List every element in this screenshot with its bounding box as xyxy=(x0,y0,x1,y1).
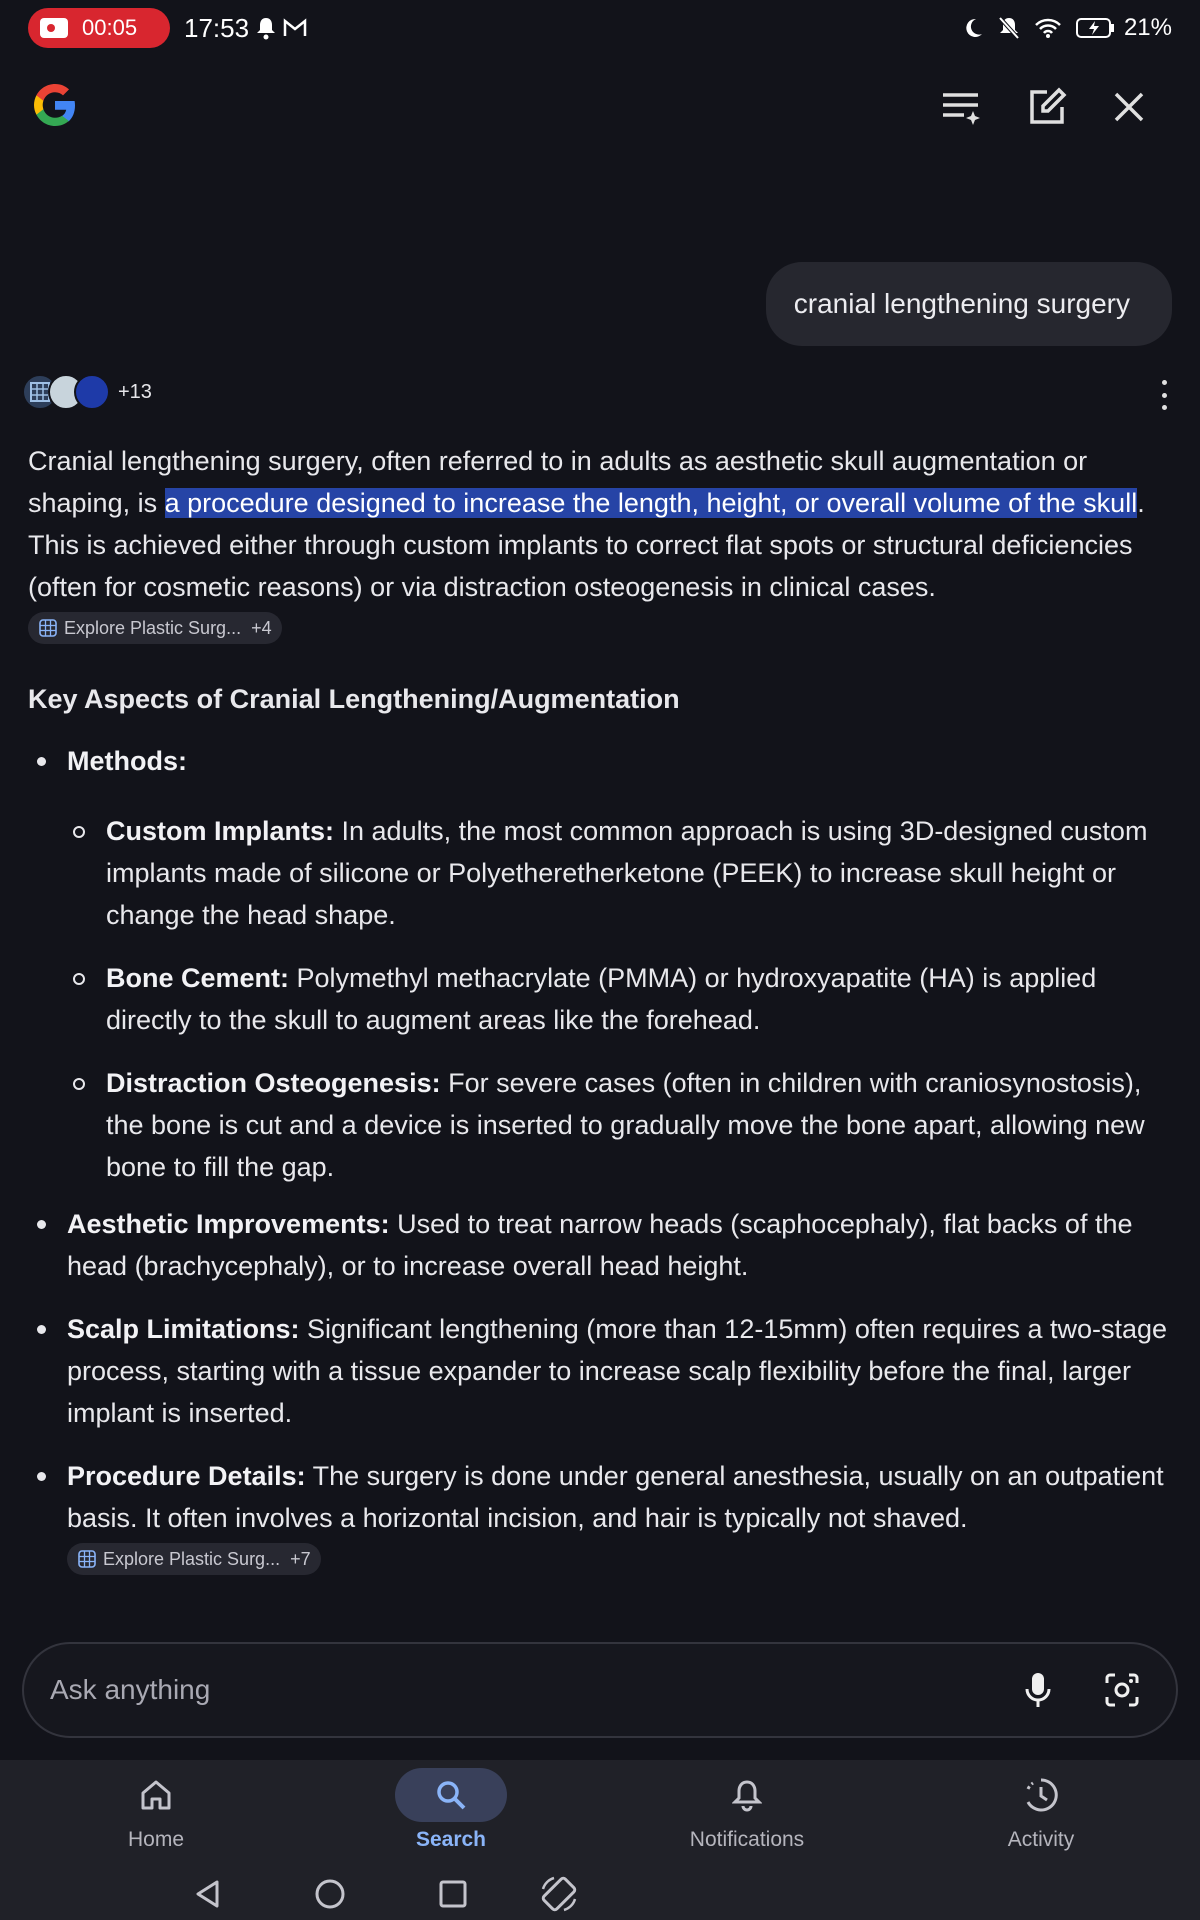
ask-input[interactable] xyxy=(50,1674,982,1706)
clock: 17:53 xyxy=(184,12,250,43)
home-circle-icon xyxy=(314,1878,346,1910)
aspects-list xyxy=(28,740,1178,1581)
rotate-screen-icon xyxy=(540,1875,578,1913)
nav-activity[interactable]: Activity xyxy=(941,1768,1141,1852)
bell-icon xyxy=(691,1768,803,1822)
rotate-button[interactable] xyxy=(537,1872,581,1916)
globe-grid-icon xyxy=(38,618,58,638)
history-button[interactable] xyxy=(934,80,988,134)
section-title: Key Aspects of Cranial Lengthening/Augmentation xyxy=(28,684,680,714)
globe-grid-icon xyxy=(77,1549,97,1569)
recents-square-icon xyxy=(438,1879,468,1909)
battery-percent: 21% xyxy=(1123,14,1172,41)
user-query-bubble xyxy=(766,262,1172,346)
header xyxy=(0,70,1200,140)
sources-count: +13 xyxy=(118,380,152,403)
wifi-icon xyxy=(1034,17,1062,39)
lens-button[interactable] xyxy=(1094,1662,1150,1718)
answer-intro: Cranial lengthening surgery, often referred to in adults as aesthetic skull augmentation or shaping, is a procedure designed to increase the length, height, or overall volume of the skull. This is achieved either through custom implants to correct flat spots or structural deficiencies (often for cosmetic reasons) or via distraction osteogenesis in clinical cases. Explore Plastic Surg... +4 xyxy=(28,440,1178,650)
list-item: Procedure Details: The surgery is done under general anesthesia, usually on an outpatient basis. It often involves a horizontal incision, and hair is typically not shaved. Explore Plastic Surg... +7 xyxy=(28,1455,1178,1581)
voice-search-button[interactable] xyxy=(1010,1662,1066,1718)
do-not-disturb-moon-icon xyxy=(962,17,984,39)
close-icon xyxy=(1112,90,1146,124)
source-chip[interactable]: Explore Plastic Surg... +7 xyxy=(67,1543,321,1575)
edit-icon xyxy=(1027,87,1067,127)
close-button[interactable] xyxy=(1102,80,1156,134)
list-item: Bone Cement: Polymethyl methacrylate (PMMA) or hydroxyapatite (HA) is applied directly to the skull to augment areas like the forehead. xyxy=(67,957,1178,1041)
more-options-button[interactable] xyxy=(1154,380,1174,410)
activity-history-icon xyxy=(985,1768,1097,1822)
screen-record-indicator[interactable] xyxy=(28,8,170,48)
bottom-navigation xyxy=(0,1760,1200,1920)
search-icon xyxy=(395,1768,507,1822)
ask-bar xyxy=(22,1642,1178,1738)
nav-notifications[interactable]: Notifications xyxy=(647,1768,847,1852)
back-button[interactable] xyxy=(186,1872,230,1916)
new-chat-button[interactable] xyxy=(1020,80,1074,134)
ai-answer xyxy=(28,440,1178,1602)
google-logo-icon[interactable] xyxy=(28,78,82,132)
list-item: Custom Implants: In adults, the most common approach is using 3D-designed custom implants made of silicone or Polyetheretherketone (PEEK) to increase skull height or change the head shape. xyxy=(67,810,1178,936)
user-query-text: cranial lengthening surgery xyxy=(793,288,1130,319)
camera-lens-icon xyxy=(1104,1672,1140,1708)
back-triangle-icon xyxy=(193,1879,223,1909)
notification-bell-icon xyxy=(255,16,277,40)
battery-icon xyxy=(1076,17,1116,39)
list-item: Methods: Custom Implants: In adults, the most common approach is using 3D-designed custom implants made of silicone or Polyetheretherketone (PEEK) to increase skull height or change the head shape. Bone Cement: Polymethyl methacrylate (PMMA) or hydroxyapatite (HA) is applied directly to the skull to augment areas like the forehead. Distraction Osteogenesis: For severe cases (often in children with craniosynostosis), the bone is cut and a device is inserted to gradually move the bone apart, allowing new bone to fill the gap. xyxy=(28,740,1178,1188)
home-system-button[interactable] xyxy=(308,1872,352,1916)
gmail-icon xyxy=(283,18,307,38)
record-camera-icon xyxy=(40,18,68,38)
methods-list xyxy=(67,810,1178,1188)
microphone-icon xyxy=(1024,1671,1052,1709)
source-avatar-logo-icon xyxy=(74,374,110,410)
more-vert-icon xyxy=(1162,380,1167,385)
list-item: Scalp Limitations: Significant lengthening (more than 12-15mm) often requires a two-stage process, starting with a tissue expander to increase scalp flexibility before the final, larger implant is inserted. xyxy=(28,1308,1178,1434)
list-item: Distraction Osteogenesis: For severe cases (often in children with craniosynostosis), the bone is cut and a device is inserted to gradually move the bone apart, allowing new bone to fill the gap. xyxy=(67,1062,1178,1188)
source-chip[interactable]: Explore Plastic Surg... +4 xyxy=(28,612,282,644)
home-icon xyxy=(100,1768,212,1822)
list-item: Aesthetic Improvements: Used to treat narrow heads (scaphocephaly), flat backs of the head (brachycephaly), or to increase overall head height. xyxy=(28,1203,1178,1287)
highlighted-text[interactable]: a procedure designed to increase the length, height, or overall volume of the skull xyxy=(164,488,1138,518)
record-time: 00:05 xyxy=(82,15,138,40)
recents-button[interactable] xyxy=(431,1872,475,1916)
status-bar xyxy=(0,0,1200,56)
nav-search[interactable]: Search xyxy=(351,1768,551,1852)
list-sparkle-icon xyxy=(940,87,982,127)
nav-home[interactable]: Home xyxy=(56,1768,256,1852)
sources-row[interactable] xyxy=(22,374,152,410)
muted-bell-icon xyxy=(998,16,1020,40)
